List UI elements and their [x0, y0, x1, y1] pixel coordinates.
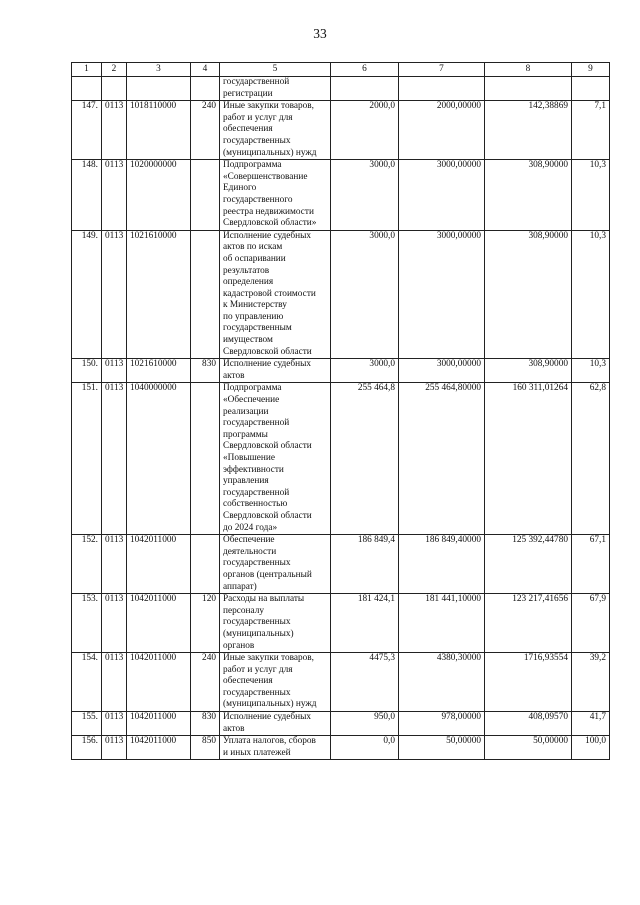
column-header-8: 8 — [485, 63, 572, 77]
executed-amount: 408,09570 — [485, 712, 572, 736]
execution-percent: 10,3 — [572, 359, 610, 383]
table-row — [72, 383, 610, 535]
expense-type-code: 830 — [191, 359, 220, 383]
expense-type-code — [191, 230, 220, 359]
executed-amount: 125 392,44780 — [485, 535, 572, 594]
approved-amount: 255 464,8 — [331, 383, 399, 535]
row-number: 152. — [72, 535, 102, 594]
item-name: государственной регистрации — [220, 77, 331, 101]
row-number: 150. — [72, 359, 102, 383]
item-name: Иные закупки товаров, работ и услуг для обеспечения государственных (муниципальных) нужд — [220, 101, 331, 160]
approved-amount: 0,0 — [331, 736, 399, 760]
execution-percent: 62,8 — [572, 383, 610, 535]
executed-amount: 123 217,41656 — [485, 594, 572, 653]
target-article-code: 1042011000 — [127, 712, 191, 736]
section-code: 0113 — [102, 383, 127, 535]
target-article-code: 1042011000 — [127, 594, 191, 653]
table-row — [72, 736, 610, 760]
section-code — [102, 77, 127, 101]
column-header-6: 6 — [331, 63, 399, 77]
execution-percent: 10,3 — [572, 230, 610, 359]
column-header-1: 1 — [72, 63, 102, 77]
approved-amount: 950,0 — [331, 712, 399, 736]
table-row — [72, 712, 610, 736]
table-row — [72, 160, 610, 231]
executed-amount: 50,00000 — [485, 736, 572, 760]
execution-percent: 67,9 — [572, 594, 610, 653]
section-code: 0113 — [102, 653, 127, 712]
page-number: 33 — [313, 26, 327, 41]
executed-amount: 1716,93554 — [485, 653, 572, 712]
item-name: Исполнение судебных актов по искам об оспаривании результатов определения кадастровой стоимости к Министерству по управлению государственным имуществом Свердловской области — [220, 230, 331, 359]
refined-amount: 186 849,40000 — [399, 535, 485, 594]
executed-amount: 308,90000 — [485, 160, 572, 231]
item-name: Подпрограмма «Обеспечение реализации государственной программы Свердловской области «Повышение эффективности управления государственной собственностью Свердловской области до 2024 года» — [220, 383, 331, 535]
table-row — [72, 594, 610, 653]
executed-amount: 160 311,01264 — [485, 383, 572, 535]
column-header-3: 3 — [127, 63, 191, 77]
section-code: 0113 — [102, 594, 127, 653]
column-header-5: 5 — [220, 63, 331, 77]
target-article-code: 1021610000 — [127, 359, 191, 383]
table-row — [72, 653, 610, 712]
refined-amount: 4380,30000 — [399, 653, 485, 712]
row-number: 153. — [72, 594, 102, 653]
approved-amount: 3000,0 — [331, 230, 399, 359]
column-header-4: 4 — [191, 63, 220, 77]
target-article-code: 1020000000 — [127, 160, 191, 231]
approved-amount: 4475,3 — [331, 653, 399, 712]
expense-type-code — [191, 77, 220, 101]
execution-percent: 41,7 — [572, 712, 610, 736]
column-header-row — [72, 63, 610, 77]
approved-amount: 3000,0 — [331, 160, 399, 231]
item-name: Исполнение судебных актов — [220, 712, 331, 736]
table-row — [72, 230, 610, 359]
budget-table — [71, 62, 610, 760]
refined-amount: 978,00000 — [399, 712, 485, 736]
target-article-code: 1042011000 — [127, 653, 191, 712]
table-row — [72, 359, 610, 383]
executed-amount: 308,90000 — [485, 359, 572, 383]
executed-amount: 308,90000 — [485, 230, 572, 359]
refined-amount: 3000,00000 — [399, 359, 485, 383]
expense-type-code: 120 — [191, 594, 220, 653]
target-article-code — [127, 77, 191, 101]
approved-amount: 3000,0 — [331, 359, 399, 383]
row-number: 156. — [72, 736, 102, 760]
row-number: 155. — [72, 712, 102, 736]
target-article-code: 1021610000 — [127, 230, 191, 359]
item-name: Иные закупки товаров, работ и услуг для обеспечения государственных (муниципальных) нужд — [220, 653, 331, 712]
item-name: Исполнение судебных актов — [220, 359, 331, 383]
target-article-code: 1042011000 — [127, 535, 191, 594]
item-name: Обеспечение деятельности государственных органов (центральный аппарат) — [220, 535, 331, 594]
expense-type-code — [191, 160, 220, 231]
execution-percent: 39,2 — [572, 653, 610, 712]
refined-amount: 3000,00000 — [399, 230, 485, 359]
column-header-9: 9 — [572, 63, 610, 77]
row-number: 154. — [72, 653, 102, 712]
table-row — [72, 101, 610, 160]
execution-percent: 7,1 — [572, 101, 610, 160]
row-number: 147. — [72, 101, 102, 160]
execution-percent: 100,0 — [572, 736, 610, 760]
execution-percent — [572, 77, 610, 101]
section-code: 0113 — [102, 101, 127, 160]
refined-amount: 181 441,10000 — [399, 594, 485, 653]
table-body — [72, 77, 610, 760]
refined-amount — [399, 77, 485, 101]
table-row — [72, 535, 610, 594]
expense-type-code: 240 — [191, 101, 220, 160]
section-code: 0113 — [102, 160, 127, 231]
column-header-7: 7 — [399, 63, 485, 77]
refined-amount: 3000,00000 — [399, 160, 485, 231]
item-name: Подпрограмма «Совершенствование Единого государственного реестра недвижимости Свердловской области» — [220, 160, 331, 231]
section-code: 0113 — [102, 736, 127, 760]
approved-amount — [331, 77, 399, 101]
refined-amount: 50,00000 — [399, 736, 485, 760]
approved-amount: 2000,0 — [331, 101, 399, 160]
expense-type-code: 830 — [191, 712, 220, 736]
row-number — [72, 77, 102, 101]
executed-amount: 142,38869 — [485, 101, 572, 160]
expense-type-code: 850 — [191, 736, 220, 760]
target-article-code: 1018110000 — [127, 101, 191, 160]
target-article-code: 1042011000 — [127, 736, 191, 760]
expense-type-code — [191, 383, 220, 535]
column-header-2: 2 — [102, 63, 127, 77]
section-code: 0113 — [102, 712, 127, 736]
row-number: 151. — [72, 383, 102, 535]
refined-amount: 255 464,80000 — [399, 383, 485, 535]
section-code: 0113 — [102, 535, 127, 594]
row-number: 149. — [72, 230, 102, 359]
section-code: 0113 — [102, 359, 127, 383]
execution-percent: 67,1 — [572, 535, 610, 594]
expense-type-code — [191, 535, 220, 594]
item-name: Расходы на выплаты персоналу государственных (муниципальных) органов — [220, 594, 331, 653]
executed-amount — [485, 77, 572, 101]
expense-type-code: 240 — [191, 653, 220, 712]
target-article-code: 1040000000 — [127, 383, 191, 535]
item-name: Уплата налогов, сборов и иных платежей — [220, 736, 331, 760]
execution-percent: 10,3 — [572, 160, 610, 231]
table-row — [72, 77, 610, 101]
section-code: 0113 — [102, 230, 127, 359]
approved-amount: 186 849,4 — [331, 535, 399, 594]
refined-amount: 2000,00000 — [399, 101, 485, 160]
row-number: 148. — [72, 160, 102, 231]
approved-amount: 181 424,1 — [331, 594, 399, 653]
